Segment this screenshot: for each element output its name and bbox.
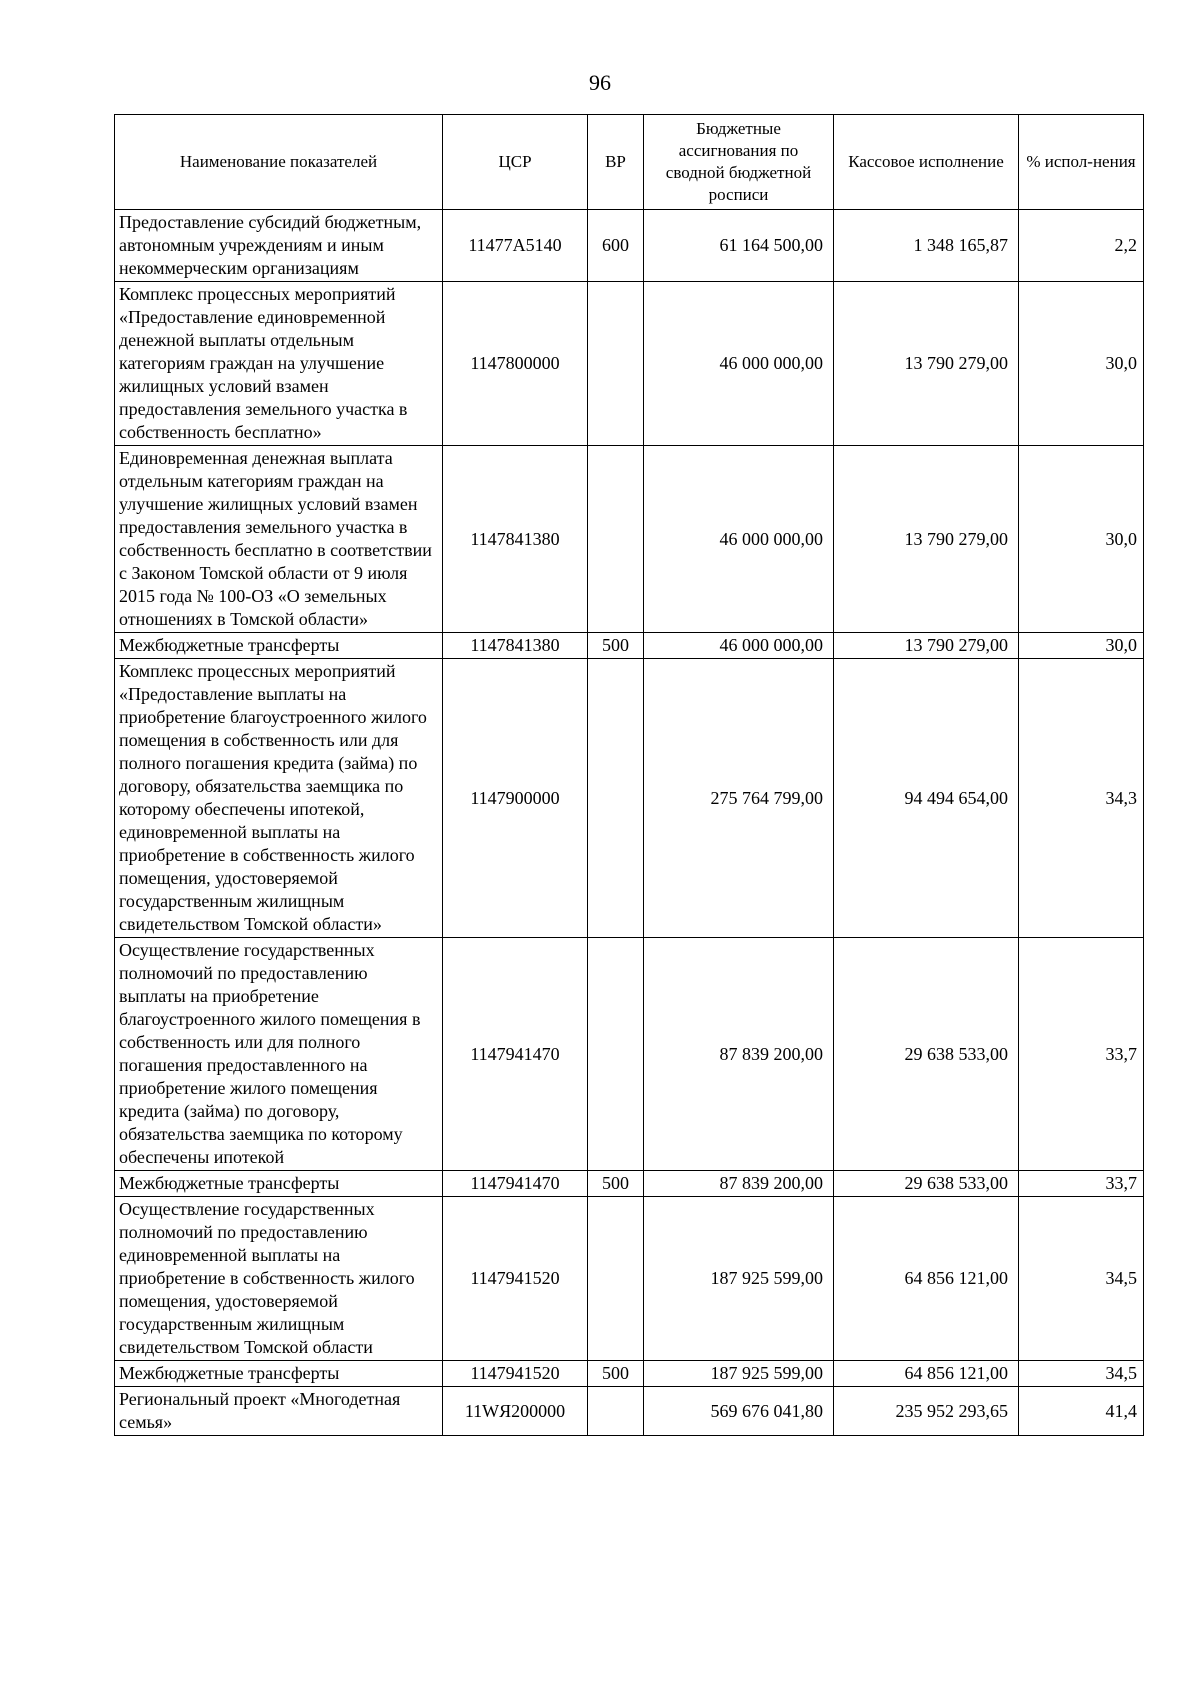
cell-vr — [588, 938, 644, 1171]
header-name: Наименование показателей — [115, 115, 443, 210]
cell-cash: 64 856 121,00 — [834, 1361, 1019, 1387]
cell-vr: 500 — [588, 1171, 644, 1197]
cell-budget: 87 839 200,00 — [644, 1171, 834, 1197]
cell-name: Межбюджетные трансферты — [115, 633, 443, 659]
cell-name: Единовременная денежная выплата отдельным категориям граждан на улучшение жилищных условий взамен предоставления земельного участка в собственность бесплатно в соответствии с Законом Томской области от 9 июля 2015 года № 100-ОЗ «О земельных отношениях в Томской области» — [115, 446, 443, 633]
cell-cash: 29 638 533,00 — [834, 938, 1019, 1171]
header-vr: ВР — [588, 115, 644, 210]
cell-vr — [588, 446, 644, 633]
cell-name: Осуществление государственных полномочий по предоставлению выплаты на приобретение благоустроенного жилого помещения в собственность или для полного погашения предоставленного на приобретение жилого помещения кредита (займа) по договору, обязательства заемщика по которому обеспечены ипотекой — [115, 938, 443, 1171]
cell-budget: 46 000 000,00 — [644, 446, 834, 633]
cell-vr: 500 — [588, 1361, 644, 1387]
table-row — [115, 210, 1144, 282]
cell-budget: 187 925 599,00 — [644, 1361, 834, 1387]
cell-name: Межбюджетные трансферты — [115, 1361, 443, 1387]
cell-vr — [588, 1197, 644, 1361]
cell-name: Региональный проект «Многодетная семья» — [115, 1387, 443, 1436]
cell-percent: 34,5 — [1019, 1361, 1144, 1387]
cell-csr: 1147941470 — [443, 938, 588, 1171]
cell-csr: 1147841380 — [443, 446, 588, 633]
header-percent: % испол-нения — [1019, 115, 1144, 210]
cell-vr — [588, 282, 644, 446]
cell-budget: 61 164 500,00 — [644, 210, 834, 282]
cell-name: Комплекс процессных мероприятий «Предоставление единовременной денежной выплаты отдельным категориям граждан на улучшение жилищных условий взамен предоставления земельного участка в собственность бесплатно» — [115, 282, 443, 446]
cell-name: Межбюджетные трансферты — [115, 1171, 443, 1197]
cell-percent: 34,3 — [1019, 659, 1144, 938]
cell-percent: 30,0 — [1019, 446, 1144, 633]
cell-cash: 235 952 293,65 — [834, 1387, 1019, 1436]
cell-csr: 1147941520 — [443, 1361, 588, 1387]
cell-cash: 1 348 165,87 — [834, 210, 1019, 282]
cell-percent: 2,2 — [1019, 210, 1144, 282]
table-row — [115, 633, 1144, 659]
table-header-row — [115, 115, 1144, 210]
table-row — [115, 282, 1144, 446]
cell-csr: 1147941470 — [443, 1171, 588, 1197]
cell-budget: 569 676 041,80 — [644, 1387, 834, 1436]
cell-percent: 33,7 — [1019, 938, 1144, 1171]
cell-cash: 94 494 654,00 — [834, 659, 1019, 938]
cell-vr: 500 — [588, 633, 644, 659]
table-row — [115, 1361, 1144, 1387]
cell-cash: 29 638 533,00 — [834, 1171, 1019, 1197]
table-row — [115, 446, 1144, 633]
cell-vr — [588, 659, 644, 938]
cell-vr: 600 — [588, 210, 644, 282]
header-budget: Бюджетные ассигнования по сводной бюджетной росписи — [644, 115, 834, 210]
cell-csr: 11477А5140 — [443, 210, 588, 282]
cell-budget: 87 839 200,00 — [644, 938, 834, 1171]
table-row — [115, 1387, 1144, 1436]
cell-percent: 30,0 — [1019, 282, 1144, 446]
header-csr: ЦСР — [443, 115, 588, 210]
table-row — [115, 1197, 1144, 1361]
cell-budget: 187 925 599,00 — [644, 1197, 834, 1361]
cell-budget: 46 000 000,00 — [644, 633, 834, 659]
cell-cash: 13 790 279,00 — [834, 446, 1019, 633]
cell-percent: 41,4 — [1019, 1387, 1144, 1436]
cell-vr — [588, 1387, 644, 1436]
table-row — [115, 938, 1144, 1171]
cell-cash: 13 790 279,00 — [834, 282, 1019, 446]
cell-percent: 34,5 — [1019, 1197, 1144, 1361]
cell-csr: 11WЯ200000 — [443, 1387, 588, 1436]
cell-percent: 33,7 — [1019, 1171, 1144, 1197]
cell-name: Комплекс процессных мероприятий «Предоставление выплаты на приобретение благоустроенного жилого помещения в собственность или для полного погашения кредита (займа) по договору, обязательства заемщика по которому обеспечены ипотекой, единовременной выплаты на приобретение в собственность жилого помещения, удостоверяемой государственным жилищным свидетельством Томской области» — [115, 659, 443, 938]
page-number: 96 — [589, 70, 611, 95]
cell-budget: 275 764 799,00 — [644, 659, 834, 938]
table-row — [115, 1171, 1144, 1197]
header-cash: Кассовое исполнение — [834, 115, 1019, 210]
cell-cash: 13 790 279,00 — [834, 633, 1019, 659]
cell-cash: 64 856 121,00 — [834, 1197, 1019, 1361]
cell-budget: 46 000 000,00 — [644, 282, 834, 446]
cell-csr: 1147941520 — [443, 1197, 588, 1361]
budget-execution-table — [114, 114, 1144, 1436]
cell-name: Предоставление субсидий бюджетным, автономным учреждениям и иным некоммерческим организациям — [115, 210, 443, 282]
cell-name: Осуществление государственных полномочий по предоставлению единовременной выплаты на приобретение в собственность жилого помещения, удостоверяемой государственным жилищным свидетельством Томской области — [115, 1197, 443, 1361]
table-row — [115, 659, 1144, 938]
cell-csr: 1147841380 — [443, 633, 588, 659]
cell-csr: 1147900000 — [443, 659, 588, 938]
cell-percent: 30,0 — [1019, 633, 1144, 659]
cell-csr: 1147800000 — [443, 282, 588, 446]
